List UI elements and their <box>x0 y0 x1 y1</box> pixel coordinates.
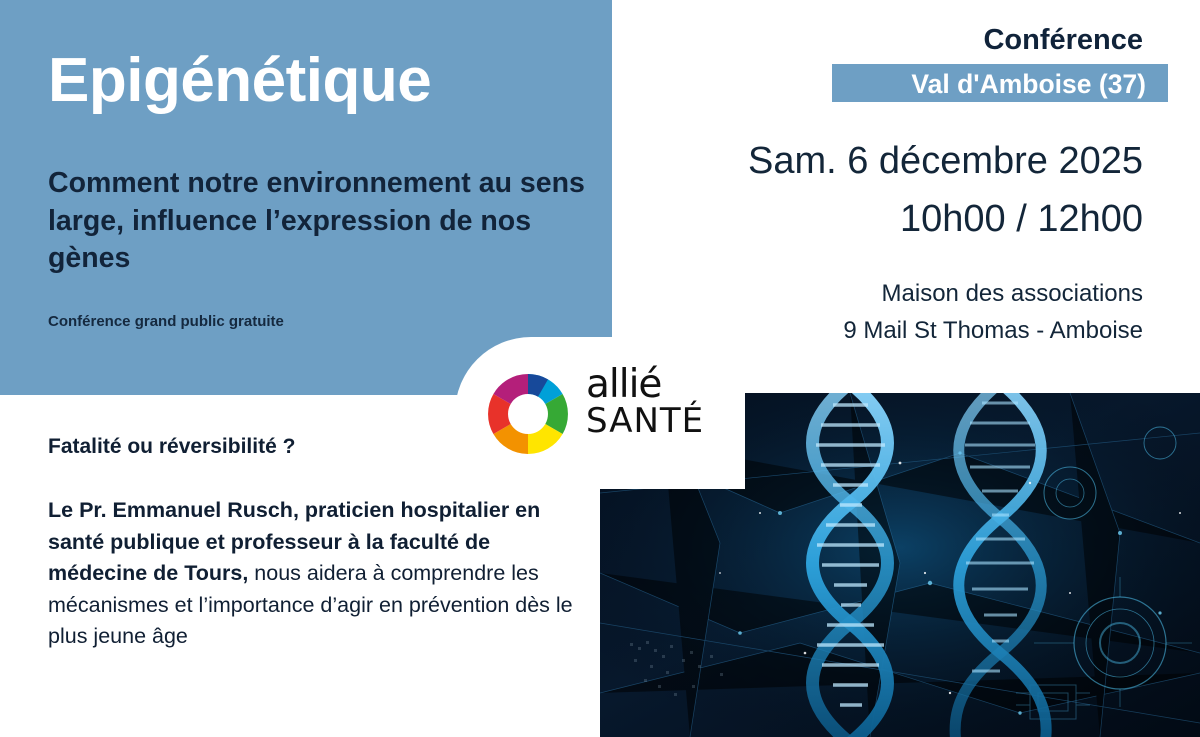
subtitle-text: Comment notre environnement au sens large, influence l’expression de nos gènes <box>48 167 585 275</box>
logo-name-line2: SANTÉ <box>586 401 705 442</box>
logo-name-line1: allié <box>586 362 662 407</box>
venue-address: 9 Mail St Thomas - Amboise <box>843 317 1143 344</box>
free-entry-note: Conférence grand public gratuite <box>48 313 284 330</box>
logo-text <box>586 362 726 442</box>
page-title: Epigénétique <box>48 46 432 115</box>
venue-name: Maison des associations <box>881 280 1143 307</box>
speaker-description-rest: nous aidera à comprendre les mécanismes et l’importance d’agir en prévention dès le plus jeune âge <box>48 561 573 649</box>
conference-label: Conférence <box>983 24 1143 56</box>
question-heading: Fatalité ou réversibilité ? <box>48 435 296 458</box>
aperture-ring-icon <box>478 364 578 464</box>
logo <box>478 358 728 470</box>
speaker-name-and-role: Le Pr. Emmanuel Rusch, praticien hospitalier en santé publique et professeur à la faculté de médecine de Tours, <box>48 498 541 586</box>
event-time: 10h00 / 12h00 <box>899 198 1143 240</box>
city-badge-label: Val d'Amboise (37) <box>911 69 1146 99</box>
event-date: Sam. 6 décembre 2025 <box>747 140 1143 182</box>
speaker-description <box>48 495 588 653</box>
city-badge <box>832 64 1168 102</box>
